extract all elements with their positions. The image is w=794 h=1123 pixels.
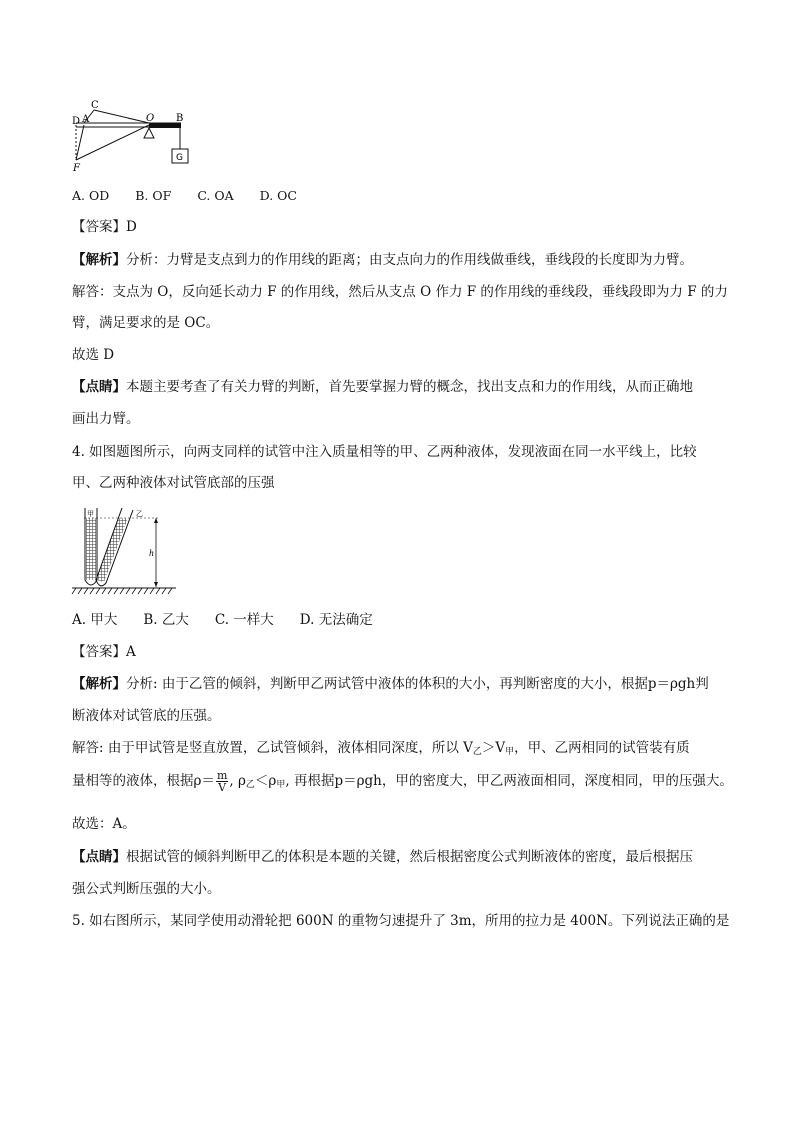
q3-option-d: D. OC	[259, 188, 297, 203]
q4-option-a: A. 甲大	[72, 612, 118, 628]
q4-analysis-text-3-tail: ，甲、乙两相同的试管装有质	[514, 740, 690, 756]
density-fraction	[216, 770, 228, 793]
q3-option-a: A. OD	[72, 188, 110, 203]
q4-option-d: D. 无法确定	[299, 612, 373, 628]
q3-options	[72, 187, 732, 205]
label-b: B	[176, 113, 184, 124]
q4-conclusion: 故选：A。	[72, 816, 136, 832]
q3-comment-line-1	[72, 378, 732, 396]
q4-option-c: C. 一样大	[214, 612, 274, 628]
label-c: C	[91, 100, 99, 111]
tube-jia-liquid	[86, 518, 96, 580]
q3-analysis-line-3: 臂，满足要求的是 OC。	[72, 315, 220, 331]
q4-comment-line-1	[72, 848, 732, 866]
q4-stem-line-2: 甲、乙两种液体对试管底部的压强	[72, 475, 275, 491]
q4-answer: 【答案】A	[72, 644, 136, 660]
test-tube-figure	[70, 504, 180, 602]
q4-comment-tag: 【点睛】	[72, 849, 126, 865]
label-yi: 乙	[136, 510, 143, 518]
q4-analysis-text-3: 解答: 由于甲试管是竖直放置，乙试管倾斜，液体相同深度，所以 V	[72, 740, 473, 756]
q4-analysis-text-4: 量相等的液体，根据ρ＝	[72, 773, 215, 789]
q4-options	[72, 611, 732, 629]
q4-analysis-gt: ＞V	[481, 740, 506, 756]
q3-analysis-tag: 【解析】	[72, 252, 126, 268]
fulcrum-triangle	[144, 128, 154, 138]
q4-sub-jia-1: 甲	[505, 747, 515, 757]
q4-analysis-line-1	[72, 675, 732, 693]
label-o: O	[146, 113, 155, 124]
q4-stem-line-1: 4. 如图题图所示，向两支同样的试管中注入质量相等的甲、乙两种液体，发现液面在同一水平线上，比较	[72, 444, 697, 460]
q5-stem: 5. 如右图所示，某同学使用动滑轮把 600N 的重物匀速提升了 3m，所用的拉力是 400N。下列说法正确的是	[72, 913, 730, 929]
q4-analysis-tag: 【解析】	[72, 676, 126, 692]
q3-option-b: B. OF	[135, 188, 172, 203]
q4-analysis-line-4	[72, 768, 732, 798]
q3-option-c: C. OA	[197, 188, 234, 203]
q4-sub-jia-2: 甲	[276, 780, 286, 790]
height-arrow-top	[154, 518, 158, 523]
q3-comment-text-1: 本题主要考查了有关力臂的判断，首先要掌握力臂的概念，找出支点和力的作用线，从而正确地	[126, 379, 693, 395]
q4-analysis-lt: ＜ρ	[254, 773, 277, 789]
q4-sub-yi-1: 乙	[472, 747, 482, 757]
label-g: G	[176, 153, 183, 163]
q4-analysis-line-2: 断液体对试管底的压强。	[72, 708, 221, 724]
force-line-af	[76, 125, 84, 160]
q3-analysis-line-2: 解答：支点为 O，反向延长动力 F 的作用线，然后从支点 O 作力 F 的作用线的垂线段，垂线段即为力 F 的力	[72, 284, 728, 300]
q3-analysis-text-1: 分析：力臂是支点到力的作用线的距离；由支点向力的作用线做垂线，垂线段的长度即为力臂。	[126, 252, 693, 268]
q3-answer: 【答案】D	[72, 219, 137, 235]
label-h: h	[149, 549, 155, 558]
label-a: A	[82, 114, 90, 125]
height-arrow-bottom	[154, 582, 158, 587]
q4-comment-line-2: 强公式判断压强的大小。	[72, 881, 221, 897]
label-d: D	[72, 116, 81, 127]
fraction-denominator: V	[218, 781, 227, 794]
fraction-numerator: m	[216, 769, 228, 782]
ground-hatching	[72, 588, 172, 594]
label-jia: 甲	[87, 510, 94, 518]
q4-analysis-line-3	[72, 739, 732, 761]
tube-yi-liquid	[96, 518, 128, 582]
line-co	[94, 110, 149, 123]
q4-sub-yi-2: 乙	[245, 780, 255, 790]
q4-analysis-text-1: 分析: 由于乙管的倾斜，判断甲乙两试管中液体的体积的大小，再判断密度的大小，根据p＝ρgh判	[126, 676, 709, 692]
label-f: F	[73, 163, 80, 174]
q4-analysis-rho: , ρ	[229, 773, 246, 789]
lever-figure	[70, 98, 200, 174]
q3-conclusion: 故选 D	[72, 347, 115, 363]
q4-comment-text-1: 根据试管的倾斜判断甲乙的体积是本题的关键，然后根据密度公式判断液体的密度，最后根据压	[126, 849, 693, 865]
q3-analysis-line-1	[72, 251, 732, 269]
q3-comment-tag: 【点睛】	[72, 379, 126, 395]
line-of	[76, 125, 149, 160]
q4-analysis-text-4-tail: , 再根据p＝ρgh，甲的密度大，甲乙两液面相同，深度相同，甲的压强大。	[285, 773, 733, 789]
q4-option-b: B. 乙大	[143, 612, 189, 628]
q3-comment-line-2: 画出力臂。	[72, 411, 140, 427]
